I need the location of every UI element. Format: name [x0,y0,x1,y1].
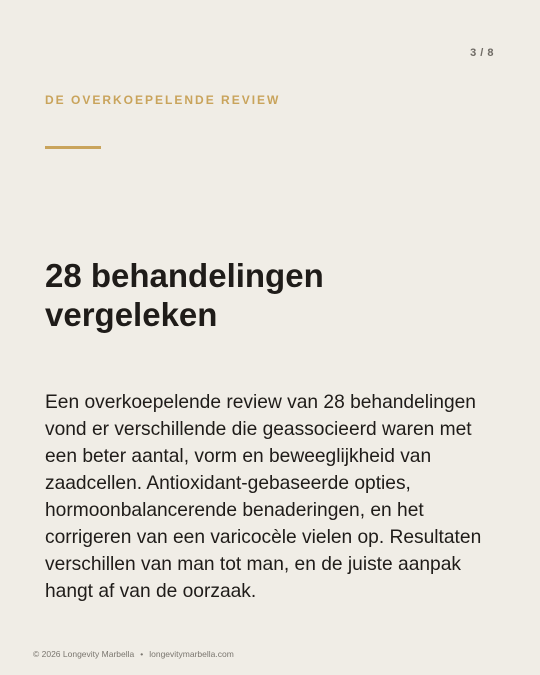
footer-website-link[interactable]: longevitymarbella.com [149,649,234,659]
footer [33,649,234,659]
page-counter: 3 / 8 [470,47,494,59]
accent-divider [45,146,101,149]
footer-copyright: © 2026 Longevity Marbella [33,649,135,659]
footer-separator: • [140,649,144,659]
page-title: 28 behandelingen vergeleken [45,257,324,333]
body-paragraph: Een overkoepelende review van 28 behandelingen vond er verschillende die geassocieerd waren met een beter aantal, vorm en beweeglijkheid van zaadcellen. Antioxidant-gebaseerde opties, hormoonbalancerende benaderingen, en het corrigeren van een varicocèle vielen op. Resultaten verschillen van man tot man, en de juiste aanpak hangt af van de oorzaak. [45,392,482,602]
section-eyebrow: DE OVERKOEPELENDE REVIEW [45,93,281,107]
